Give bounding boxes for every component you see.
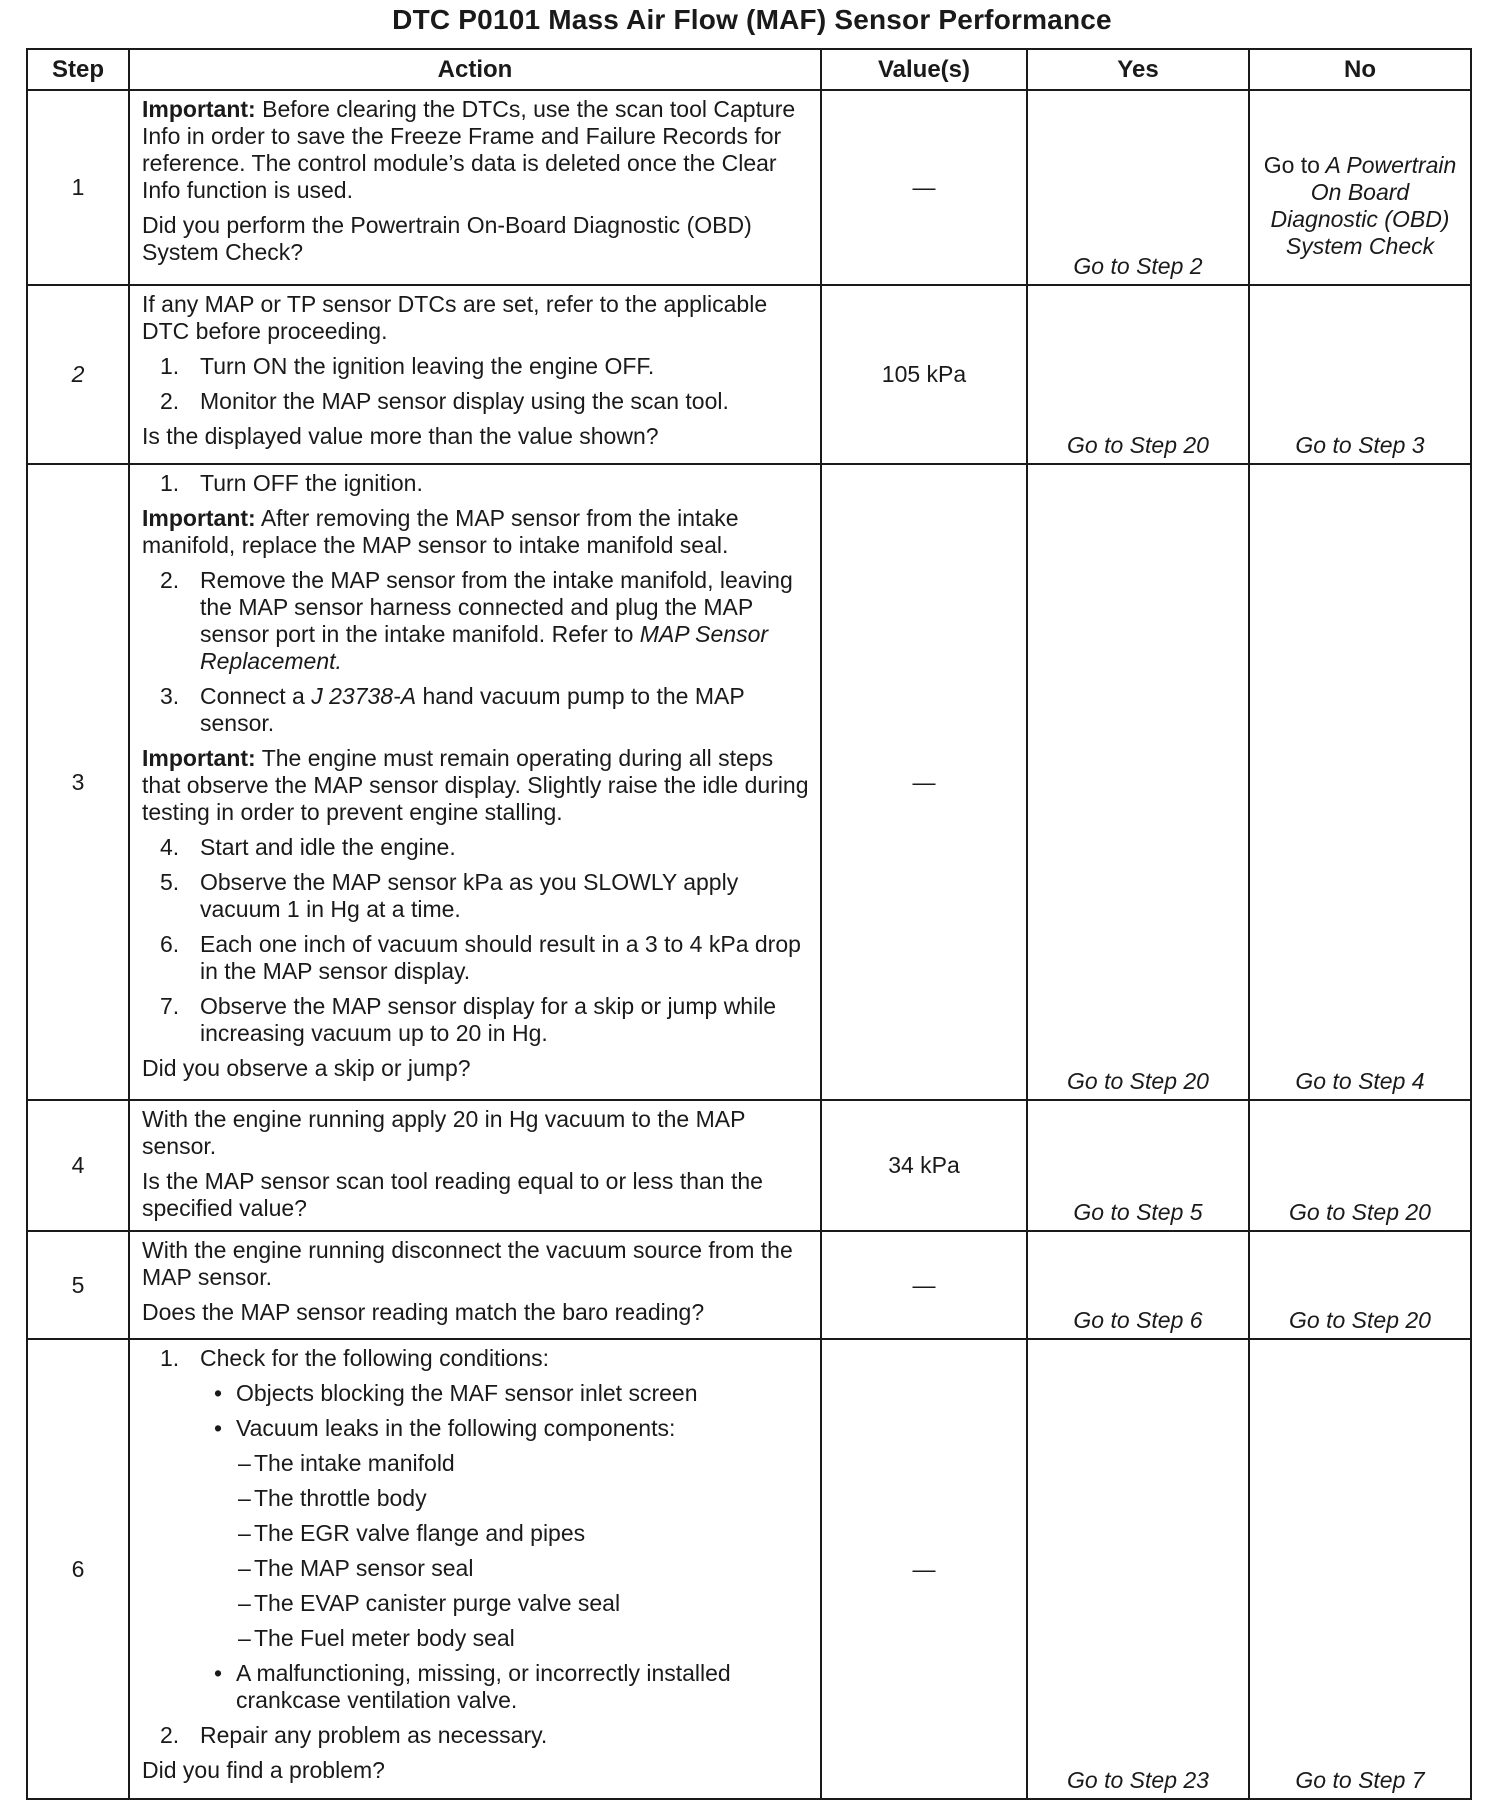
header-no: No (1249, 49, 1471, 90)
action-cell (129, 1100, 821, 1231)
no-link[interactable] (1249, 90, 1471, 285)
action-text: With the engine running apply 20 in Hg vacuum to the MAP sensor. (142, 1106, 746, 1159)
value-cell: 34 kPa (821, 1100, 1027, 1231)
value-cell: 105 kPa (821, 285, 1027, 464)
no-link[interactable]: Go to Step 20 (1249, 1231, 1471, 1339)
dash-item: – The intake manifold (238, 1450, 455, 1476)
list-item: 2. Monitor the MAP sensor display using the scan tool. (160, 388, 729, 414)
list-item: 2. Remove the MAP sensor from the intake manifold, leaving the MAP sensor harness connected and plug the MAP sensor port in the intake manifold. Refer to MAP Sensor Replacement. (160, 567, 793, 674)
list-item: 3. Connect a J 23738-A hand vacuum pump to the MAP sensor. (160, 683, 745, 736)
list-item: 4. Start and idle the engine. (160, 834, 456, 860)
no-link[interactable]: Go to Step 3 (1249, 285, 1471, 464)
page-title: DTC P0101 Mass Air Flow (MAF) Sensor Performance (392, 4, 1112, 35)
yes-link[interactable]: Go to Step 20 (1027, 464, 1249, 1100)
important-label: Important: (142, 745, 256, 771)
dash-item: – The EVAP canister purge valve seal (238, 1590, 621, 1616)
bullet-item: • A malfunctioning, missing, or incorrectly installed crankcase ventilation valve. (214, 1660, 731, 1713)
table-row (27, 285, 1471, 464)
step-number: 4 (27, 1100, 129, 1231)
step-number: 6 (27, 1339, 129, 1799)
reference-link[interactable]: MAP Sensor Replacement. (200, 621, 769, 674)
question-text: Did you observe a skip or jump? (142, 1055, 471, 1081)
bullet-item: • Objects blocking the MAF sensor inlet screen (214, 1380, 698, 1406)
action-cell (129, 1231, 821, 1339)
important-text: Before clearing the DTCs, use the scan tool Capture Info in order to save the Freeze Frame and Failure Records for reference. The control module’s data is deleted once the Clear Info function is used. (142, 96, 796, 203)
no-link[interactable]: Go to Step 4 (1249, 464, 1471, 1100)
table-row (27, 90, 1471, 285)
list-item: 2. Repair any problem as necessary. (160, 1722, 548, 1748)
table-row (27, 1339, 1471, 1799)
action-cell (129, 90, 821, 285)
step-number: 1 (27, 90, 129, 285)
list-item: 1. Turn OFF the ignition. (160, 470, 423, 496)
value-cell: — (821, 1231, 1027, 1339)
list-item: 1. Check for the following conditions: (160, 1345, 550, 1371)
intro-text: If any MAP or TP sensor DTCs are set, refer to the applicable DTC before proceeding. (142, 291, 768, 344)
important-text: The engine must remain operating during all steps that observe the MAP sensor display. Slightly raise the idle during testing in order to prevent engine stalling. (142, 745, 809, 825)
important-label: Important: (142, 505, 256, 531)
list-item: 5. Observe the MAP sensor kPa as you SLOWLY apply vacuum 1 in Hg at a time. (160, 869, 739, 922)
no-link[interactable]: Go to Step 7 (1249, 1339, 1471, 1799)
yes-link[interactable]: Go to Step 23 (1027, 1339, 1249, 1799)
header-action: Action (129, 49, 821, 90)
table-row (27, 464, 1471, 1100)
no-link[interactable]: Go to Step 20 (1249, 1100, 1471, 1231)
question-text: Is the MAP sensor scan tool reading equal to or less than the specified value? (142, 1168, 763, 1221)
header-values: Value(s) (821, 49, 1027, 90)
step-number: 2 (27, 285, 129, 464)
list-item: 1. Turn ON the ignition leaving the engine OFF. (160, 353, 655, 379)
bullet-item: • Vacuum leaks in the following components: (214, 1415, 676, 1441)
question-text: Did you perform the Powertrain On-Board Diagnostic (OBD) System Check? (142, 212, 752, 265)
tool-reference: J 23738-A (311, 683, 417, 709)
header-yes: Yes (1027, 49, 1249, 90)
action-text: With the engine running disconnect the vacuum source from the MAP sensor. (142, 1237, 793, 1290)
dash-item: – The EGR valve flange and pipes (238, 1520, 586, 1546)
question-text: Does the MAP sensor reading match the baro reading? (142, 1299, 705, 1325)
list-item: 7. Observe the MAP sensor display for a skip or jump while increasing vacuum up to 20 in Hg. (160, 993, 777, 1046)
list-item: 6. Each one inch of vacuum should result in a 3 to 4 kPa drop in the MAP sensor display. (160, 931, 801, 984)
header-step: Step (27, 49, 129, 90)
no-prefix: Go to (1263, 151, 1320, 178)
yes-link[interactable]: Go to Step 20 (1027, 285, 1249, 464)
yes-link[interactable]: Go to Step 5 (1027, 1100, 1249, 1231)
question-text: Did you find a problem? (142, 1757, 385, 1783)
dash-item: – The throttle body (238, 1485, 427, 1511)
value-cell: — (821, 90, 1027, 285)
action-cell (129, 1339, 821, 1799)
value-cell: — (821, 1339, 1027, 1799)
step-number: 5 (27, 1231, 129, 1339)
step-number: 3 (27, 464, 129, 1100)
action-cell (129, 285, 821, 464)
important-label: Important: (142, 96, 256, 122)
header-row (27, 49, 1471, 90)
value-cell: — (821, 464, 1027, 1100)
diagnostic-table (26, 48, 1472, 1800)
dash-item: – The MAP sensor seal (238, 1555, 474, 1581)
yes-link[interactable]: Go to Step 2 (1027, 90, 1249, 285)
table-row (27, 1100, 1471, 1231)
table-row (27, 1231, 1471, 1339)
dash-item: – The Fuel meter body seal (238, 1625, 515, 1651)
question-text: Is the displayed value more than the value shown? (142, 423, 659, 449)
action-cell (129, 464, 821, 1100)
yes-link[interactable]: Go to Step 6 (1027, 1231, 1249, 1339)
important-text: After removing the MAP sensor from the intake manifold, replace the MAP sensor to intake manifold seal. (142, 505, 739, 558)
no-reference: A Powertrain On Board Diagnostic (OBD) System Check (1270, 151, 1457, 259)
